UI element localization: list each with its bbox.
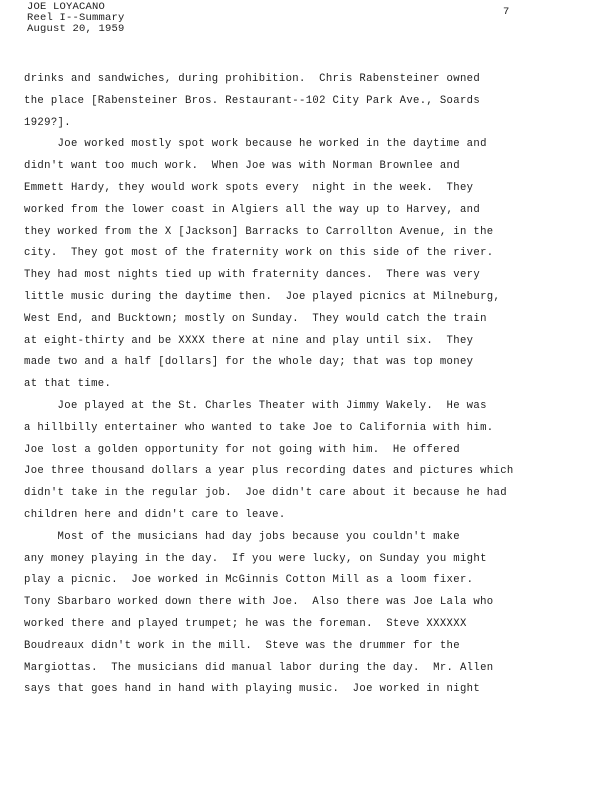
text-line: little music during the daytime then. Joe played picnics at Milneburg, bbox=[24, 290, 501, 303]
text-line: the place [Rabensteiner Bros. Restaurant--102 City Park Ave., Soards bbox=[24, 94, 481, 107]
text-line: they worked from the X [Jackson] Barracks to Carrollton Avenue, in the bbox=[24, 225, 494, 238]
text-line: Joe played at the St. Charles Theater with Jimmy Wakely. He was bbox=[24, 399, 487, 412]
text-line: They had most nights tied up with fraternity dances. There was very bbox=[24, 269, 481, 282]
text-line: city. They got most of the fraternity work on this side of the river. bbox=[24, 247, 494, 260]
text-line: worked there and played trumpet; he was the foreman. Steve XXXXXX bbox=[24, 617, 467, 630]
text-line: any money playing in the day. If you were lucky, on Sunday you might bbox=[24, 552, 487, 565]
text-line: at eight-thirty and be XXXX there at nine and play until six. They bbox=[24, 334, 474, 347]
text-line: children here and didn't care to leave. bbox=[24, 508, 286, 521]
text-line: made two and a half [dollars] for the whole day; that was top money bbox=[24, 356, 474, 369]
text-line: 1929?]. bbox=[24, 116, 71, 129]
text-line: worked from the lower coast in Algiers all the way up to Harvey, and bbox=[24, 203, 481, 216]
text-line: Tony Sbarbaro worked down there with Joe. Also there was Joe Lala who bbox=[24, 596, 494, 609]
text-line: Margiottas. The musicians did manual labor during the day. Mr. Allen bbox=[24, 661, 494, 674]
text-line: play a picnic. Joe worked in McGinnis Cotton Mill as a loom fixer. bbox=[24, 574, 474, 587]
text-line: drinks and sandwiches, during prohibition. Chris Rabensteiner owned bbox=[24, 73, 481, 85]
text-line: says that goes hand in hand with playing music. Joe worked in night bbox=[24, 683, 481, 696]
text-line: at that time. bbox=[24, 378, 112, 391]
text-line: didn't want too much work. When Joe was with Norman Brownlee and bbox=[24, 160, 460, 173]
text-line: Emmett Hardy, they would work spots every night in the week. They bbox=[24, 181, 474, 194]
document-header bbox=[27, 2, 125, 35]
text-line: a hillbilly entertainer who wanted to take Joe to California with him. bbox=[24, 421, 494, 434]
text-line: didn't take in the regular job. Joe didn't care about it because he had bbox=[24, 487, 507, 500]
text-line: Joe lost a golden opportunity for not going with him. He offered bbox=[24, 443, 460, 456]
text-line: Boudreaux didn't work in the mill. Steve was the drummer for the bbox=[24, 639, 460, 652]
header-date: August 20, 1959 bbox=[27, 23, 125, 35]
text-line: Joe three thousand dollars a year plus recording dates and pictures which bbox=[24, 465, 514, 478]
text-line: Joe worked mostly spot work because he worked in the daytime and bbox=[24, 138, 487, 151]
text-line: West End, and Bucktown; mostly on Sunday. They would catch the train bbox=[24, 312, 487, 325]
body-text bbox=[24, 69, 594, 701]
text-line: Most of the musicians had day jobs because you couldn't make bbox=[24, 530, 460, 543]
header-reel: Reel I--Summary bbox=[27, 12, 125, 24]
page-number: 7 bbox=[503, 6, 510, 18]
header-name: JOE LOYACANO bbox=[27, 1, 106, 13]
